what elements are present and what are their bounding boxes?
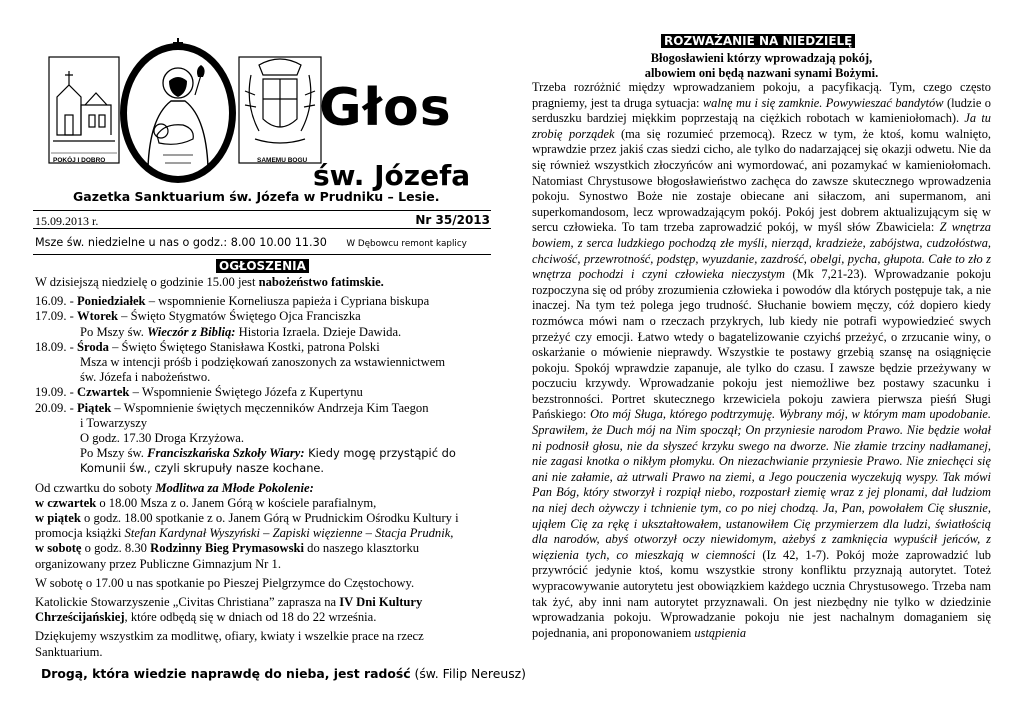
coat-of-arms-icon: [239, 57, 321, 163]
announcement-line: Po Mszy św. Wieczór z Biblią: Historia Izraela. Dzieje Dawida.: [80, 324, 402, 339]
announcement-line: Chrześcijańskiej, które odbędą się w dniach od 18 do 22 września.: [35, 610, 377, 625]
newsletter-subtitle: Gazetka Sanktuarium św. Józefa w Prudniku – Lesie.: [73, 189, 440, 204]
announcement-line: Komunii św., czyli skrupuły nasze kochane.: [80, 461, 325, 476]
reflection-title: Błogosławieni którzy wprowadzają pokój, albowiem oni będą nazwani synami Bożymi.: [644, 51, 879, 80]
divider: [33, 228, 491, 229]
issue-number: Nr 35/2013: [415, 213, 490, 227]
announcement-line: św. Józefa i nabożeństwo.: [80, 370, 211, 385]
parish-logo: [45, 35, 327, 183]
announcement-line: Katolickie Stowarzyszenie „Civitas Christiana” zaprasza na IV Dni Kultury: [35, 595, 423, 610]
reflection-heading: ROZWAŻANIE NA NIEDZIELĘ: [661, 34, 855, 48]
announcement-line: organizowany przez Publiczne Gimnazjum Nr 1.: [35, 556, 281, 571]
announcement-line: i Towarzyszy: [80, 415, 148, 430]
announcement-line: w sobotę o godz. 8.30 Rodzinny Bieg Prymasowski do naszego klasztorku: [35, 541, 420, 556]
announcement-line: 18.09. - Środa – Święto Świętego Stanisława Kostki, patrona Polski: [35, 339, 380, 354]
announcement-line: w piątek o godz. 18.00 spotkanie z o. Janem Górą w Prudnickim Ośrodku Kultury i: [35, 511, 459, 526]
right-column: [532, 34, 991, 720]
mass-label: Msze św. niedzielne u nas o godz.:: [35, 236, 228, 249]
newsletter-title: Głos: [319, 78, 452, 138]
closing-quote: Drogą, która wiedzie naprawdę do nieba, jest radość (św. Filip Nereusz): [41, 666, 527, 681]
announcement-line: Po Mszy św. Franciszkańska Szkoły Wiary: Kiedy mogę przystąpić do: [80, 446, 456, 461]
announcement-line: Od czwartku do soboty Modlitwa za Młode Pokolenie:: [35, 480, 314, 495]
divider: [33, 254, 491, 255]
announcement-line: promocja książki Stefan Kardynał Wyszyński – Zapiski więzienne – Stacja Prudnik,: [35, 526, 454, 541]
issue-date: 15.09.2013 r.: [35, 214, 99, 228]
mass-note: W Dębowcu remont kaplicy: [346, 239, 467, 249]
announcements-heading: OGŁOSZENIA: [216, 259, 309, 273]
announcement-line: Sanktuarium.: [35, 644, 103, 659]
announcement-line: 16.09. - Poniedziałek – wspomnienie Korneliusza papieża i Cypriana biskupa: [35, 294, 430, 309]
announcement-line: 20.09. - Piątek – Wspomnienie świętych męczenników Andrzeja Kim Taegon: [35, 400, 429, 415]
saint-joseph-with-child-icon: [120, 38, 236, 183]
divider: [33, 210, 491, 211]
church-icon: [49, 57, 119, 163]
reflection-body: Trzeba rozróżnić między wprowadzaniem pokoju, a pacyfikacją. Tym, czego często pragniemy, jest ta druga sytuacja: walnę mu i się zamknie. Powywieszać bandytów (ludzie o serduszku bardziej miękkim poprzestają na ciężkich robotach w kamieniołomach). Ja tu zrobię porządek (ma się rozumieć przemocą). Rzecz w tym, że ktoś, komu walnięto, wprawdzie przez jakiś czas siedzi cicho, ale tylko do nadarzającej się okazji odwetu. Nie da się również wszystkich złoczyńców ani wymordować, ani pozamykać w kamieniołomach. Natomiast Chrystusowe błogosławieństwo zachęca do zawsze skutecznego wprowadzenia pokoju. Synostwo Boże nie zostaje obiecane ani siłaczom, ani supermanom, ani superkomandosom, lecz wprowadzającym pokój. Pokój jest dobrem aktualizującym się w sercu człowieka. To tam trzeba zaprowadzić pokój, w myśl słów Zbawiciela: Z wnętrza bowiem, z serca ludzkiego pochodzą złe myśli, nierząd, kradzieże, zabójstwa, cudzołóstwa, chciwość, przewrotność, podstęp, wyuzdanie, zazdrość, obelgi, pycha, głupota. Całe to zło z wnętrza pochodzi i czyni człowieka nieczystym (Mk 7,21-23). Wprowadzanie pokoju rozpoczyna się od próby zrozumienia człowieka i powodów dla których postępuje tak, a nie inaczej. Na tym też polega jego trudność. Słuchanie bowiem męczy, cóż dopiero kiedy rozmówca mówi nam o rzeczach przykrych, lub kiedy nie potrafi wypowiedzieć swych przeżyć czy emocji. Łatwo wtedy o bagatelizowanie czyichś przeżyć, o zrzucanie winy, o oskarżanie o mówienie nieprawdy. Wszystkie te postawy grzebią szansę na osiągnięcie pokoju. Spokój wprawdzie zapanuje, ale tylko do czasu. I zawsze będzie przeżywany w poczuciu krzywdy. Wprowadzanie pokoju jest niemożliwe bez postawy szacunku i bezstronności. Portret skutecznego krzewiciela pokoju zawiera pierwsza pieśń Sługi Pańskiego: Oto mój Sługa, którego podtrzymuję. Wybrany mój, w którym mam upodobanie. Sprawiłem, że Duch mój na Nim spoczął; On przyniesie narodom Prawo. Nie będzie wołał ni podnosił głosu, nie da słyszeć krzyku swego na dworze. Nie złamie trzciny nadłamanej, nie zagasi knotka o nikłym płomyku. On niezachwianie przyniesie Prawo. Nie zniechęci się ani nie załamie, aż utrwali Prawo na ziemi, a Jego pouczenia wyczekują wyspy. Tak mówi Pan Bóg, który stworzył i rozpiął niebo, rozpostarł ziemię wraz z jej plonami, dał ludziom na niej dech ożywczy i tchnienie tym, co po niej chodzą. Ja, Pan, powołałem Cię słusznie, ująłem Cię za rękę i ukształtowałem, ustanowiłem Cię przymierzem dla ludzi, światłością dla narodów, abyś otworzył oczy niewidomym, ażebyś z zamknięcia wypuścił jeńców, z więzienia tych, co mieszkają w ciemności (Iz 42, 1-7). Pokój może zaprowadzić lub przywrócić jedynie ktoś, komu wszystkie strony konfliktu przyznają autorytet. Toteż wypracowywanie autorytetu jest obowiązkiem każdego ucznia Chrystusowego. Trzeba nam tak żyć, aby inni nam autorytet przyznawali. On jest niezbędny nie tylko w dziedzinie wprowadzania pokoju. Wprowadzanie pokoju nie jest nachalnym domaganiem się pojednania, ani proponowaniem ustąpienia: [532, 80, 992, 640]
announcement-line: W dzisiejszą niedzielę o godzinie 15.00 jest nabożeństwo fatimskie.: [35, 275, 384, 289]
announcements-list: [35, 275, 493, 660]
newsletter-title-saint: św. Józefa: [313, 159, 471, 192]
left-caption: POKÓJ I DOBRO: [53, 157, 106, 164]
announcement-line: Dziękujemy wszystkim za modlitwę, ofiary, kwiaty i wszelkie prace na rzecz: [35, 629, 424, 644]
mass-times: [35, 236, 467, 249]
announcement-line: 19.09. - Czwartek – Wspomnienie Świętego Józefa z Kupertynu: [35, 385, 363, 400]
announcement-line: W sobotę o 17.00 u nas spotkanie po Pieszej Pielgrzymce do Częstochowy.: [35, 575, 415, 590]
announcement-line: w czwartek o 18.00 Msza z o. Janem Górą w kościele parafialnym,: [35, 495, 377, 510]
announcement-line: Msza w intencji próśb i podziękowań zanoszonych za wstawiennictwem: [80, 355, 446, 370]
mass-times-values: 8.00 10.00 11.30: [230, 236, 327, 249]
left-column: [33, 30, 527, 720]
announcement-line: 17.09. - Wtorek – Święto Stygmatów Świętego Ojca Franciszka: [35, 309, 361, 324]
announcement-line: O godz. 17.30 Droga Krzyżowa.: [80, 431, 245, 446]
right-caption: SAMEMU BOGU: [257, 157, 308, 164]
